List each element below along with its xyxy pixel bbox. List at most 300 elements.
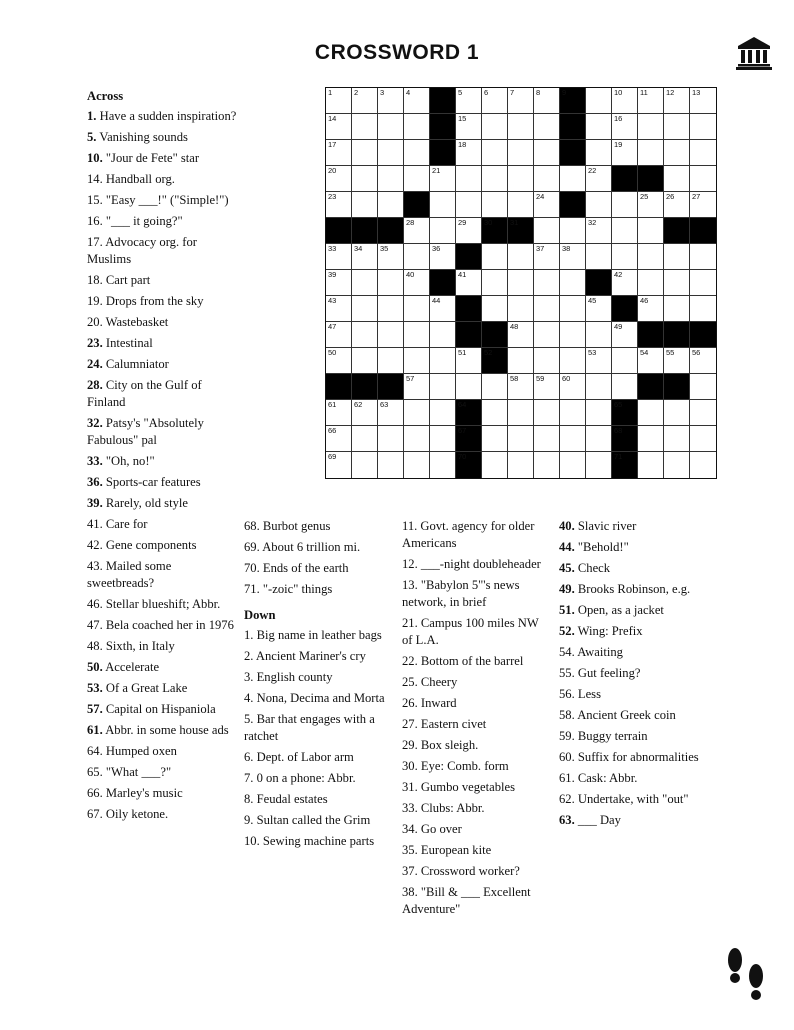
grid-cell[interactable]: [638, 296, 664, 322]
grid-cell[interactable]: [404, 322, 430, 348]
grid-cell[interactable]: [508, 400, 534, 426]
grid-cell[interactable]: [404, 374, 430, 400]
grid-cell[interactable]: [586, 400, 612, 426]
grid-cell[interactable]: [560, 296, 586, 322]
grid-cell[interactable]: [612, 140, 638, 166]
grid-cell[interactable]: [586, 426, 612, 452]
clue-text: Sewing machine parts: [259, 834, 375, 848]
grid-cell[interactable]: [664, 88, 690, 114]
cell-number: 6: [484, 88, 489, 97]
grid-cell[interactable]: [404, 426, 430, 452]
grid-cell[interactable]: [586, 88, 612, 114]
grid-cell[interactable]: [586, 166, 612, 192]
crossword-grid: [325, 87, 717, 479]
clue-item: [87, 192, 237, 209]
clue-item: [244, 627, 394, 644]
clue-item: [87, 272, 237, 289]
grid-cell[interactable]: [534, 400, 560, 426]
grid-cell[interactable]: [352, 244, 378, 270]
grid-cell[interactable]: [430, 374, 456, 400]
grid-cell[interactable]: [326, 296, 352, 322]
clue-number: 69.: [244, 540, 260, 554]
clue-text: Open, as a jacket: [574, 603, 664, 617]
grid-cell[interactable]: [482, 296, 508, 322]
cell-number: 47: [328, 322, 337, 331]
grid-cell[interactable]: [534, 296, 560, 322]
clue-item: [87, 335, 237, 352]
grid-cell[interactable]: [560, 374, 586, 400]
clue-item: [559, 665, 709, 682]
clue-text: "Babylon 5"'s news network, in brief: [402, 578, 520, 609]
grid-cell[interactable]: [508, 322, 534, 348]
grid-cell[interactable]: [404, 166, 430, 192]
grid-cell[interactable]: [326, 244, 352, 270]
grid-cell[interactable]: [482, 166, 508, 192]
grid-cell[interactable]: [430, 400, 456, 426]
grid-cell[interactable]: [690, 296, 716, 322]
grid-cell[interactable]: [560, 166, 586, 192]
grid-cell[interactable]: [586, 140, 612, 166]
clue-number: 33.: [402, 801, 418, 815]
grid-cell[interactable]: [404, 452, 430, 478]
clue-item: [402, 518, 550, 552]
clue-number: 56.: [559, 687, 575, 701]
clue-number: 21.: [402, 616, 418, 630]
grid-cell[interactable]: [378, 192, 404, 218]
grid-cell[interactable]: [638, 348, 664, 374]
grid-cell[interactable]: [560, 452, 586, 478]
cell-number: 7: [510, 88, 515, 97]
grid-cell[interactable]: [378, 166, 404, 192]
grid-cell[interactable]: [326, 426, 352, 452]
clue-text: Sultan called the Grim: [253, 813, 371, 827]
cell-number: 65: [614, 400, 623, 409]
grid-cell[interactable]: [508, 270, 534, 296]
clue-text: Vanishing sounds: [96, 130, 188, 144]
grid-cell[interactable]: [534, 114, 560, 140]
grid-cell[interactable]: [534, 140, 560, 166]
grid-cell[interactable]: [508, 296, 534, 322]
grid-cell[interactable]: [326, 348, 352, 374]
cell-number: 40: [406, 270, 415, 279]
grid-cell[interactable]: [430, 348, 456, 374]
grid-cell[interactable]: [456, 348, 482, 374]
grid-cell[interactable]: [612, 218, 638, 244]
grid-cell[interactable]: [430, 452, 456, 478]
grid-cell[interactable]: [430, 166, 456, 192]
clue-number: 47.: [87, 618, 103, 632]
grid-cell[interactable]: [560, 426, 586, 452]
cell-number: 18: [458, 140, 467, 149]
grid-cell[interactable]: [664, 244, 690, 270]
grid-cell[interactable]: [482, 140, 508, 166]
grid-cell[interactable]: [378, 140, 404, 166]
grid-cell[interactable]: [690, 88, 716, 114]
grid-cell[interactable]: [508, 426, 534, 452]
clue-number: 67.: [87, 807, 103, 821]
clue-item: [244, 812, 394, 829]
grid-cell[interactable]: [482, 426, 508, 452]
grid-cell[interactable]: [430, 426, 456, 452]
clue-item: [559, 728, 709, 745]
grid-cell-black: [456, 296, 482, 322]
grid-cell[interactable]: [534, 452, 560, 478]
grid-cell[interactable]: [352, 140, 378, 166]
grid-cell[interactable]: [508, 374, 534, 400]
grid-cell[interactable]: [508, 88, 534, 114]
grid-cell[interactable]: [404, 270, 430, 296]
grid-cell[interactable]: [430, 244, 456, 270]
grid-cell[interactable]: [586, 348, 612, 374]
grid-cell[interactable]: [586, 296, 612, 322]
clue-text: Slavic river: [574, 519, 637, 533]
clue-number: 32.: [87, 416, 103, 430]
grid-cell[interactable]: [456, 270, 482, 296]
grid-cell[interactable]: [534, 192, 560, 218]
grid-cell[interactable]: [404, 244, 430, 270]
clue-item: [559, 812, 709, 829]
clue-number: 10.: [87, 151, 103, 165]
clue-item: [87, 638, 237, 655]
grid-cell[interactable]: [404, 400, 430, 426]
clue-item: [402, 653, 550, 670]
grid-cell[interactable]: [508, 348, 534, 374]
grid-cell[interactable]: [690, 140, 716, 166]
clue-text: Humped oxen: [102, 744, 177, 758]
grid-cell-black: [664, 322, 690, 348]
grid-cell-black: [456, 322, 482, 348]
grid-cell[interactable]: [664, 114, 690, 140]
cell-number: 8: [536, 88, 541, 97]
grid-cell[interactable]: [404, 140, 430, 166]
grid-cell[interactable]: [456, 218, 482, 244]
grid-cell[interactable]: [326, 192, 352, 218]
grid-cell[interactable]: [430, 192, 456, 218]
cell-number: 50: [328, 348, 337, 357]
clue-number: 62.: [559, 792, 575, 806]
grid-cell[interactable]: [352, 348, 378, 374]
grid-cell[interactable]: [326, 166, 352, 192]
clue-text: "What ___?": [102, 765, 172, 779]
grid-cell[interactable]: [534, 374, 560, 400]
grid-cell-black: [430, 114, 456, 140]
grid-cell[interactable]: [560, 348, 586, 374]
grid-cell[interactable]: [404, 296, 430, 322]
grid-cell[interactable]: [352, 296, 378, 322]
grid-cell[interactable]: [430, 218, 456, 244]
grid-cell[interactable]: [404, 348, 430, 374]
grid-cell[interactable]: [326, 114, 352, 140]
grid-cell[interactable]: [638, 400, 664, 426]
grid-cell[interactable]: [690, 348, 716, 374]
grid-cell[interactable]: [534, 348, 560, 374]
grid-cell-black: [352, 374, 378, 400]
grid-cell[interactable]: [352, 426, 378, 452]
grid-cell[interactable]: [352, 322, 378, 348]
grid-cell[interactable]: [638, 218, 664, 244]
clue-number: 25.: [402, 675, 418, 689]
clue-text: "Easy ___!" ("Simple!"): [102, 193, 229, 207]
grid-cell[interactable]: [690, 426, 716, 452]
grid-cell[interactable]: [378, 322, 404, 348]
cell-number: 31: [510, 218, 519, 227]
grid-cell[interactable]: [612, 88, 638, 114]
clue-number: 5.: [87, 130, 97, 144]
grid-cell[interactable]: [326, 400, 352, 426]
grid-cell[interactable]: [586, 218, 612, 244]
cell-number: 22: [588, 166, 597, 175]
grid-cell[interactable]: [456, 88, 482, 114]
grid-cell[interactable]: [664, 452, 690, 478]
clue-text: "Behold!": [574, 540, 629, 554]
grid-cell[interactable]: [612, 348, 638, 374]
grid-cell[interactable]: [482, 400, 508, 426]
grid-cell-black: [456, 426, 482, 452]
cell-number: 9: [562, 88, 567, 97]
grid-cell[interactable]: [534, 270, 560, 296]
grid-cell[interactable]: [560, 244, 586, 270]
grid-cell[interactable]: [560, 218, 586, 244]
grid-cell[interactable]: [352, 270, 378, 296]
grid-cell[interactable]: [482, 244, 508, 270]
grid-cell[interactable]: [534, 322, 560, 348]
grid-cell[interactable]: [378, 244, 404, 270]
grid-cell[interactable]: [664, 166, 690, 192]
grid-cell[interactable]: [586, 452, 612, 478]
grid-cell[interactable]: [482, 192, 508, 218]
clue-text: Feudal estates: [253, 792, 328, 806]
grid-cell[interactable]: [326, 140, 352, 166]
grid-cell[interactable]: [664, 296, 690, 322]
grid-cell-black: [482, 348, 508, 374]
grid-cell[interactable]: [690, 270, 716, 296]
grid-cell[interactable]: [482, 452, 508, 478]
grid-cell[interactable]: [326, 452, 352, 478]
grid-cell[interactable]: [664, 426, 690, 452]
grid-cell[interactable]: [664, 348, 690, 374]
grid-cell[interactable]: [508, 244, 534, 270]
grid-cell[interactable]: [430, 322, 456, 348]
grid-cell-black: [612, 296, 638, 322]
page-title: CROSSWORD 1: [314, 41, 480, 64]
grid-cell[interactable]: [326, 88, 352, 114]
grid-cell[interactable]: [378, 88, 404, 114]
clue-text: Marley's music: [102, 786, 183, 800]
clue-text: "Bill & ___ Excellent Adventure": [402, 885, 531, 916]
clue-item: [87, 293, 237, 310]
clue-number: 66.: [87, 786, 103, 800]
clue-item: [87, 108, 237, 125]
grid-cell[interactable]: [326, 322, 352, 348]
clue-item: [244, 560, 394, 577]
cell-number: 41: [458, 270, 467, 279]
grid-cell[interactable]: [690, 114, 716, 140]
grid-cell[interactable]: [404, 218, 430, 244]
grid-cell[interactable]: [586, 114, 612, 140]
grid-cell[interactable]: [352, 400, 378, 426]
grid-cell[interactable]: [690, 400, 716, 426]
grid-cell[interactable]: [690, 166, 716, 192]
clue-item: [87, 764, 237, 781]
grid-cell[interactable]: [638, 426, 664, 452]
grid-cell[interactable]: [456, 166, 482, 192]
clue-text: Go over: [417, 822, 462, 836]
grid-cell[interactable]: [638, 270, 664, 296]
grid-cell[interactable]: [508, 114, 534, 140]
grid-cell[interactable]: [508, 166, 534, 192]
cell-number: 63: [380, 400, 389, 409]
grid-cell[interactable]: [456, 192, 482, 218]
grid-cell-black: [560, 114, 586, 140]
grid-cell[interactable]: [638, 140, 664, 166]
clue-number: 53.: [87, 681, 103, 695]
clue-number: 60.: [559, 750, 575, 764]
grid-cell[interactable]: [378, 114, 404, 140]
cell-number: 69: [328, 452, 337, 461]
grid-cell[interactable]: [560, 322, 586, 348]
grid-cell[interactable]: [612, 374, 638, 400]
grid-cell[interactable]: [612, 270, 638, 296]
grid-cell[interactable]: [352, 166, 378, 192]
clue-item: [87, 680, 237, 697]
grid-cell[interactable]: [586, 192, 612, 218]
clue-text: Dept. of Labor arm: [253, 750, 354, 764]
clue-text: "___ it going?": [102, 214, 183, 228]
clue-text: Big name in leather bags: [253, 628, 382, 642]
cell-number: 70: [458, 452, 467, 461]
grid-cell[interactable]: [560, 400, 586, 426]
grid-cell[interactable]: [456, 374, 482, 400]
clue-number: 18.: [87, 273, 103, 287]
clue-text: Eastern civet: [417, 717, 487, 731]
clue-text: ___-night doubleheader: [417, 557, 541, 571]
grid-cell[interactable]: [378, 270, 404, 296]
clue-item: [87, 129, 237, 146]
grid-cell[interactable]: [612, 244, 638, 270]
grid-cell[interactable]: [638, 452, 664, 478]
grid-cell[interactable]: [534, 218, 560, 244]
grid-cell[interactable]: [664, 400, 690, 426]
clue-item: [87, 659, 237, 676]
grid-cell[interactable]: [378, 400, 404, 426]
grid-cell[interactable]: [638, 114, 664, 140]
cell-number: 5: [458, 88, 463, 97]
clue-text: Wastebasket: [102, 315, 169, 329]
clue-number: 49.: [559, 582, 575, 596]
grid-cell[interactable]: [352, 192, 378, 218]
grid-cell[interactable]: [664, 192, 690, 218]
clue-number: 10.: [244, 834, 260, 848]
grid-cell[interactable]: [664, 140, 690, 166]
grid-cell[interactable]: [560, 270, 586, 296]
grid-cell[interactable]: [690, 192, 716, 218]
clue-item: [87, 806, 237, 823]
grid-cell[interactable]: [638, 192, 664, 218]
clue-number: 1.: [244, 628, 254, 642]
cell-number: 34: [354, 244, 363, 253]
grid-cell[interactable]: [378, 426, 404, 452]
cell-number: 36: [432, 244, 441, 253]
clue-number: 16.: [87, 214, 103, 228]
grid-cell[interactable]: [404, 114, 430, 140]
grid-cell[interactable]: [586, 322, 612, 348]
grid-cell[interactable]: [404, 88, 430, 114]
clue-item: [402, 737, 550, 754]
grid-cell[interactable]: [508, 140, 534, 166]
grid-cell[interactable]: [378, 452, 404, 478]
grid-cell[interactable]: [612, 114, 638, 140]
grid-cell[interactable]: [690, 452, 716, 478]
grid-cell[interactable]: [352, 114, 378, 140]
clue-item: [402, 695, 550, 712]
grid-cell-black: [404, 192, 430, 218]
grid-cell[interactable]: [456, 140, 482, 166]
cell-number: 43: [328, 296, 337, 305]
grid-cell[interactable]: [482, 270, 508, 296]
grid-cell[interactable]: [612, 192, 638, 218]
clue-text: Capital on Hispaniola: [102, 702, 216, 716]
grid-cell[interactable]: [352, 452, 378, 478]
grid-cell[interactable]: [586, 374, 612, 400]
clue-text: Cask: Abbr.: [574, 771, 638, 785]
clue-text: Intestinal: [102, 336, 153, 350]
grid-cell[interactable]: [508, 192, 534, 218]
cell-number: 4: [406, 88, 411, 97]
grid-cell[interactable]: [638, 244, 664, 270]
grid-cell[interactable]: [690, 244, 716, 270]
footprints-icon: [724, 946, 768, 1004]
grid-cell[interactable]: [482, 88, 508, 114]
clue-item: [244, 648, 394, 665]
grid-cell[interactable]: [430, 296, 456, 322]
clue-item: [559, 602, 709, 619]
grid-cell[interactable]: [482, 114, 508, 140]
clue-item: [87, 356, 237, 373]
clue-item: [87, 516, 237, 533]
clue-number: 31.: [402, 780, 418, 794]
grid-cell[interactable]: [378, 296, 404, 322]
grid-cell[interactable]: [352, 88, 378, 114]
grid-cell[interactable]: [378, 348, 404, 374]
clue-item: [87, 415, 237, 449]
grid-cell[interactable]: [638, 88, 664, 114]
grid-cell[interactable]: [664, 270, 690, 296]
grid-cell[interactable]: [508, 452, 534, 478]
clue-column-1: [87, 88, 237, 827]
grid-cell[interactable]: [534, 426, 560, 452]
clue-number: 19.: [87, 294, 103, 308]
cell-number: 35: [380, 244, 389, 253]
clue-number: 34.: [402, 822, 418, 836]
cell-number: 32: [588, 218, 597, 227]
grid-cell[interactable]: [534, 88, 560, 114]
clue-item: [87, 150, 237, 167]
clue-text: "Jour de Fete" star: [102, 151, 200, 165]
grid-cell[interactable]: [586, 244, 612, 270]
grid-cell[interactable]: [482, 374, 508, 400]
grid-cell[interactable]: [612, 322, 638, 348]
grid-cell[interactable]: [534, 166, 560, 192]
clue-number: 26.: [402, 696, 418, 710]
clue-number: 64.: [87, 744, 103, 758]
cell-number: 24: [536, 192, 545, 201]
grid-cell[interactable]: [326, 270, 352, 296]
grid-cell[interactable]: [456, 114, 482, 140]
grid-cell[interactable]: [534, 244, 560, 270]
clue-text: Oily ketone.: [102, 807, 169, 821]
grid-cell[interactable]: [690, 374, 716, 400]
cell-number: 16: [614, 114, 623, 123]
